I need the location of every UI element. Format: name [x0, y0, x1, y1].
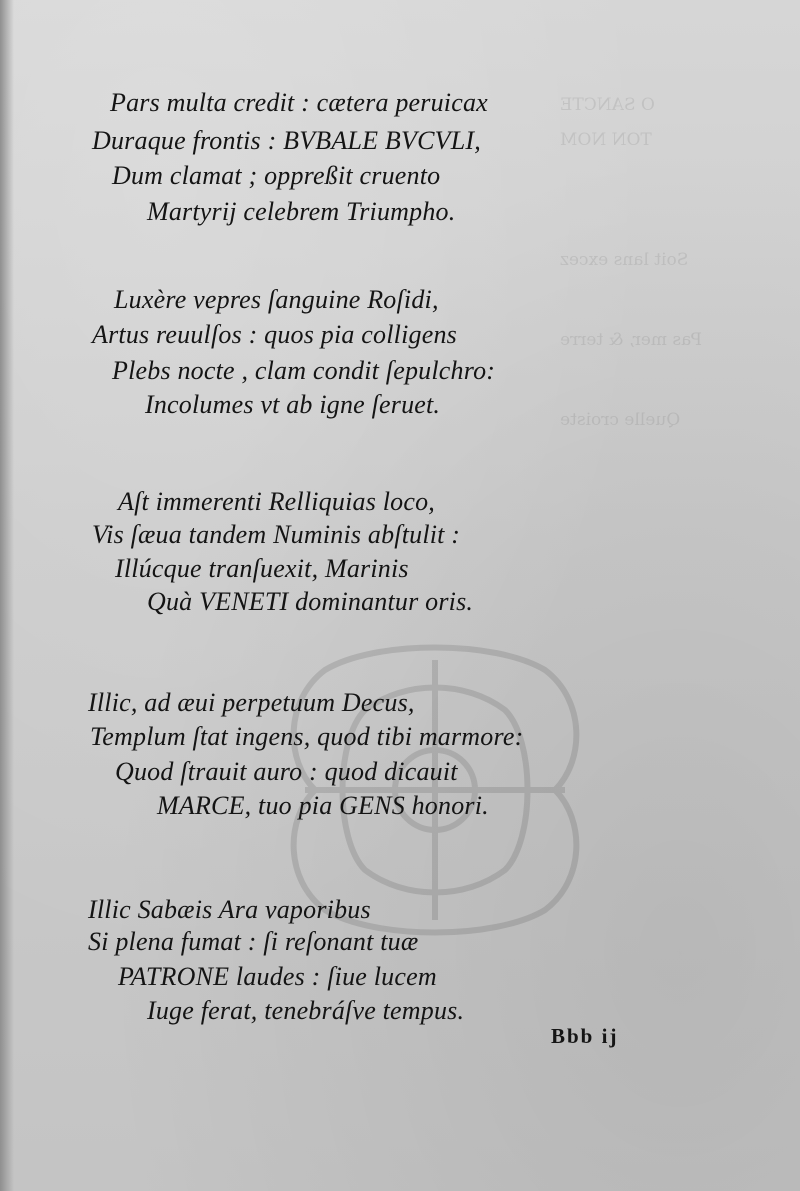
bleed-through-text: TON NOM: [560, 130, 652, 150]
verse-line: Templum ſtat ingens, quod tibi marmore:: [90, 722, 524, 751]
signature-mark: Bbb ij: [551, 1024, 619, 1048]
verse-line: PATRONE laudes : ſiue lucem: [118, 962, 437, 991]
verse-line: Vis ſæua tandem Numinis abſtulit :: [92, 520, 461, 549]
verse-line: Duraque frontis : BVBALE BVCVLI,: [92, 126, 481, 155]
bleed-through-text: Pas mer, & terre: [560, 330, 702, 350]
verse-line: Illúcque tranſuexit, Marinis: [115, 554, 409, 583]
verse-line: Artus reuulſos : quos pia colligens: [92, 320, 457, 349]
verse-line: Plebs nocte , clam condit ſepulchro:: [112, 356, 496, 385]
verse-line: Martyrij celebrem Triumpho.: [147, 197, 456, 226]
bleed-through-text: O SANCTE: [560, 95, 655, 115]
verse-line: Pars multa credit : cætera peruicax: [110, 88, 488, 117]
verse-line: Quod ſtrauit auro : quod dicauit: [115, 757, 458, 786]
verse-line: Luxère vepres ſanguine Roſidi,: [114, 285, 439, 314]
verse-line: Iuge ferat, tenebráſve tempus.: [147, 996, 465, 1025]
verse-line: Si plena fumat : ſi reſonant tuæ: [88, 927, 419, 956]
verse-line: Quà VENETI dominantur oris.: [147, 587, 474, 616]
verse-line: Incolumes vt ab igne ſeruet.: [145, 390, 441, 419]
verse-line: Aſt immerenti Relliquias loco,: [118, 487, 435, 516]
verse-line: MARCE, tuo pia GENS honori.: [157, 791, 489, 820]
bleed-through-text: Soit lans excez: [560, 250, 689, 270]
verse-line: Illic Sabæis Ara vaporibus: [88, 895, 371, 924]
verse-line: Dum clamat ; oppreßit cruento: [112, 161, 441, 190]
verse-line: Illic, ad æui perpetuum Decus,: [88, 688, 415, 717]
bleed-through-text: Quelle croiste: [560, 410, 681, 430]
